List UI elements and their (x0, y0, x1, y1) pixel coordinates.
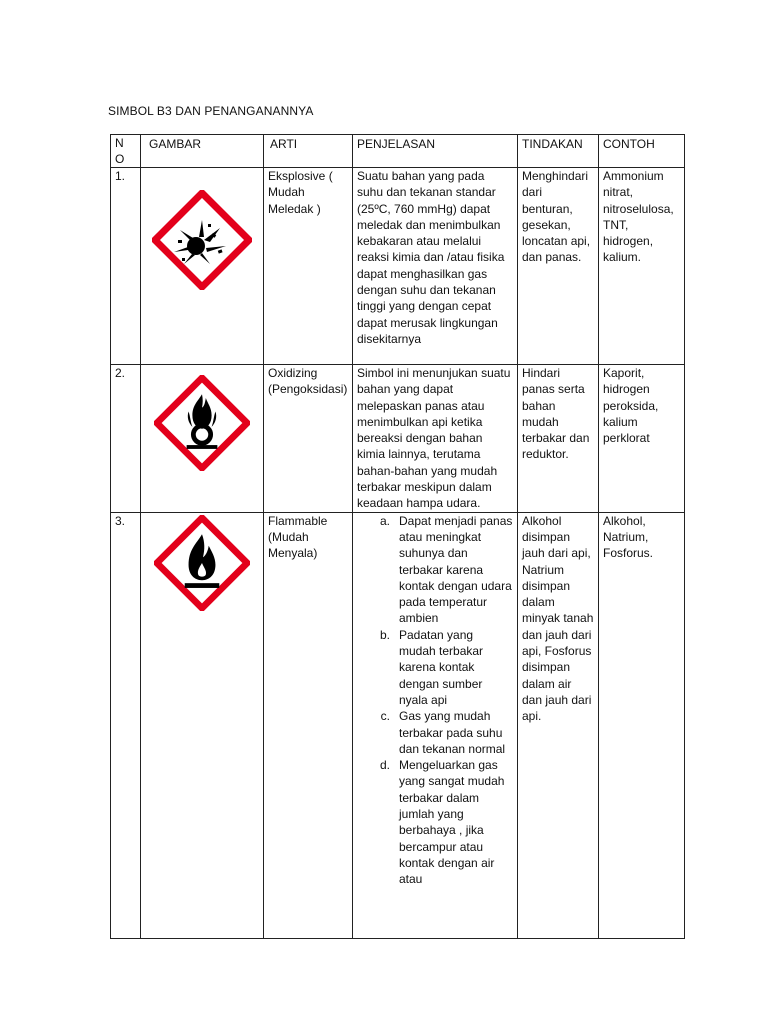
row-number: 3. (111, 512, 141, 938)
header-contoh: CONTOH (599, 135, 685, 168)
table-row (111, 365, 685, 513)
arti-cell: Flammable (Mudah Menyala) (264, 512, 353, 938)
table-row (111, 168, 685, 365)
flame-over-circle-icon (154, 375, 250, 471)
contoh-cell: Kaporit, hidrogen peroksida, kalium perklorat (599, 365, 685, 513)
pictogram-cell (141, 365, 264, 513)
contoh-cell: Ammonium nitrat, nitroselulosa, TNT, hidrogen, kalium. (599, 168, 685, 365)
penjelasan-cell: Simbol ini menunjukan suatu bahan yang dapat melepaskan panas atau menimbulkan api ketika bereaksi dengan bahan kimia lainnya, terutama bahan-bahan yang mudah terbakar meskipun dalam keadaan hampa udara. (353, 365, 518, 513)
row-number: 1. (111, 168, 141, 365)
header-penjelasan: PENJELASAN (353, 135, 518, 168)
penjelasan-cell (353, 512, 518, 938)
pictogram-cell (141, 168, 264, 365)
tindakan-cell: Menghindari dari benturan, gesekan, loncatan api, dan panas. (518, 168, 599, 365)
table-row (111, 512, 685, 938)
header-gambar: GAMBAR (141, 135, 264, 168)
arti-cell: Oxidizing (Pengoksidasi) (264, 365, 353, 513)
exploding-bomb-icon (152, 190, 252, 290)
table-header-row (111, 135, 685, 168)
tindakan-cell: Alkohol disimpan jauh dari api, Natrium disimpan dalam minyak tanah dan jauh dari api, Fosforus disimpan dalam air dan jauh dari api. (518, 512, 599, 938)
pictogram-cell (141, 512, 264, 938)
list-item: a. Dapat menjadi panas atau meningkat suhunya dan terbakar karena kontak dengan udara pada temperatur ambien (379, 513, 513, 626)
list-item: b. Padatan yang mudah terbakar karena kontak dengan sumber nyala api (379, 627, 484, 707)
tindakan-cell: Hindari panas serta bahan mudah terbakar dan reduktor. (518, 365, 599, 513)
list-item: d. Mengeluarkan gas yang sangat mudah terbakar dalam jumlah yang berbahaya , jika bercampur atau kontak dengan air atau (379, 758, 505, 887)
header-no: N O (111, 135, 141, 168)
row-number: 2. (111, 365, 141, 513)
hazard-symbol-table (110, 134, 685, 939)
header-tindakan: TINDAKAN (518, 135, 599, 168)
arti-cell: Eksplosive ( Mudah Meledak ) (264, 168, 353, 365)
penjelasan-list (357, 513, 513, 888)
list-item: c. Gas yang mudah terbakar pada suhu dan tekanan normal (380, 709, 506, 756)
header-arti: ARTI (264, 135, 353, 168)
document-title: SIMBOL B3 DAN PENANGANANNYA (108, 104, 314, 118)
penjelasan-cell: Suatu bahan yang pada suhu dan tekanan standar (25ºC, 760 mmHg) dapat meledak dan menimbulkan kebakaran atau melalui reaksi kimia dan /atau fisika dapat menghasilkan gas dengan suhu dan tekanan tinggi yang dengan cepat dapat merusak lingkungan disekitarnya (353, 168, 518, 365)
contoh-cell: Alkohol, Natrium, Fosforus. (599, 512, 685, 938)
flame-icon (154, 515, 250, 611)
